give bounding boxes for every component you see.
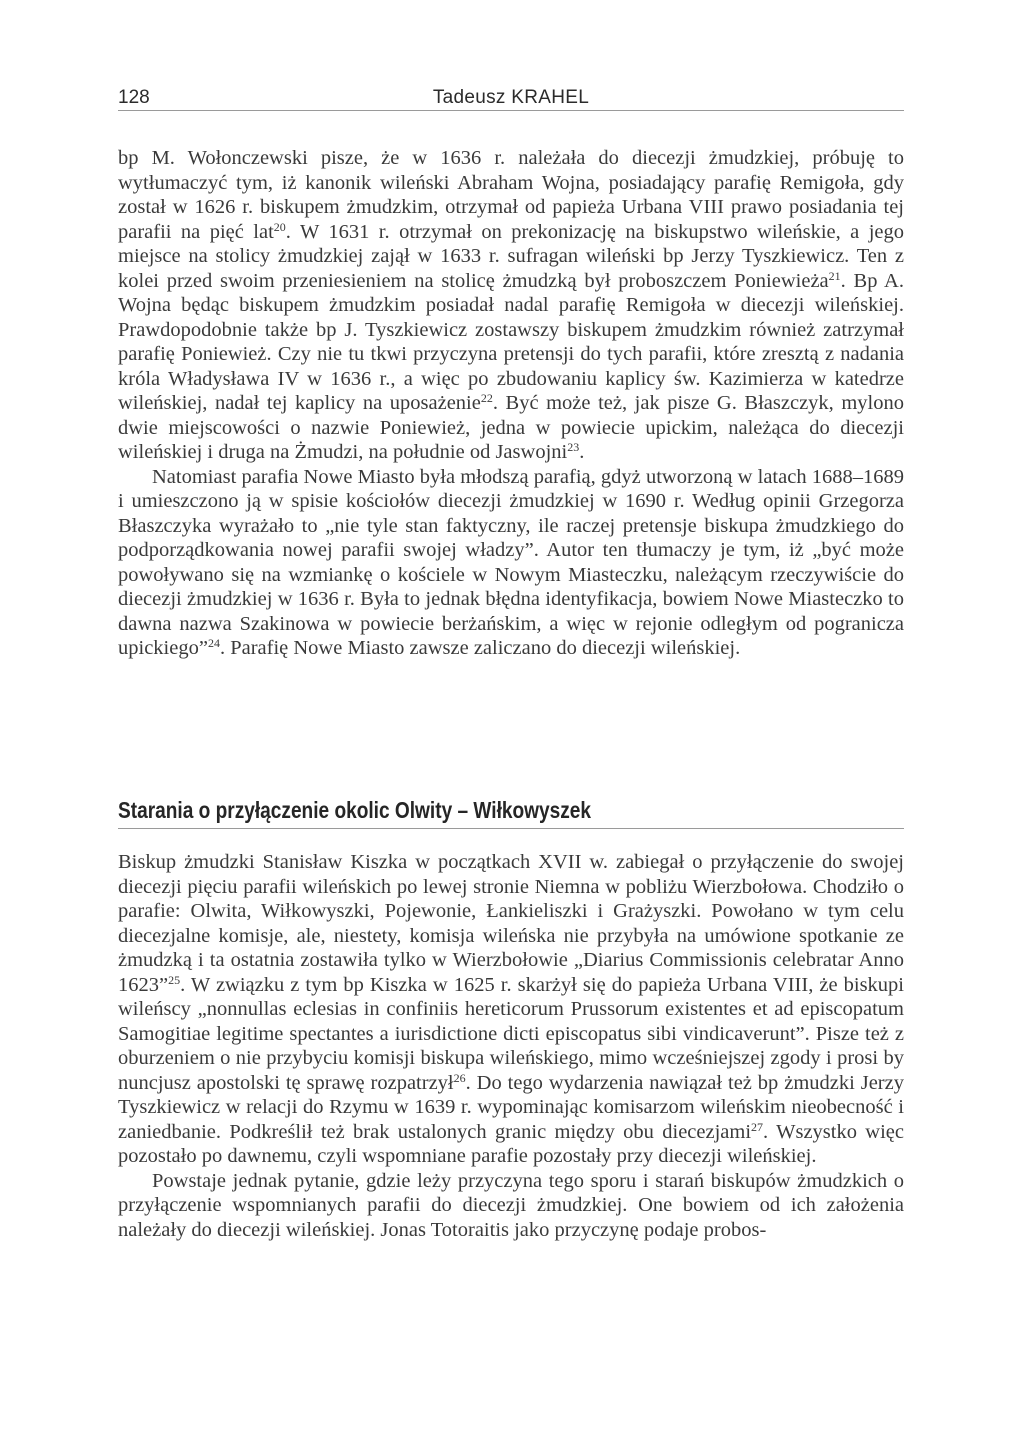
section-heading: Starania o przyłączenie okolic Olwity – Wiłkowyszek	[118, 797, 592, 823]
footnote-ref: 24	[207, 636, 220, 650]
text-run: . W związku z tym bp Kiszka w 1625 r. skarżył się do papieża Urbana VIII, że biskupi wileńscy „nonnullas eclesias in confiniis hereticorum Prussorum existentes et ad episcopatum Samogitiae legitime spectantes a iurisdictione dicti episcopatus sibi vindicaverunt”. Pisze też z oburzeniem o nie przybyciu komisji biskupa wileńskiego, mimo wcześniejszej zgody i prosi by nuncjusz apostolski tę sprawę rozpatrzył	[118, 973, 904, 1094]
footnote-ref: 21	[828, 268, 841, 283]
text-run: Powstaje jednak pytanie, gdzie leży przyczyna tego sporu i starań biskupów żmudzkich o przyłączenie wspomnianych parafii do diecezji żmudzkiej. One bowiem od ich założenia należały do diecezji wileńskiej. Jonas Totoraitis jako przyczynę podaje probos-	[118, 1169, 904, 1241]
text-run: . W 1631 r. otrzymał on prekonizację na biskupstwo wileńskie, a jego miejsce na stolicy żmudzkiej zajął w 1633 r. sufragan wileński bp Jerzy Tyszkiewicz. Ten z kolei przed swoim przeniesieniem na stolicę żmudzką był proboszczem Poniewieża	[118, 220, 904, 292]
text-run: Biskup żmudzki Stanisław Kiszka w początkach XVII w. zabiegał o przyłączenie do swojej diecezji pięciu parafii wileńskich po lewej stronie Niemna w pobliżu Wierzbołowa. Chodziło o parafie: Olwita, Wiłkowyszki, Pojewonie, Łankieliszki i Grażyszki. Powołano w tym celu diecezjalne komisje, ale, niestety, komisja wileńska nie przybyła na umówione spotkanie ze żmudzką i ta ostatnia zostawiła tylko w Wierzbołowie „Diarius Commissionis celebratar Anno 1623”	[118, 851, 904, 996]
text-run: . Parafię Nowe Miasto zawsze zaliczano do diecezji wileńskiej.	[219, 637, 741, 659]
running-head-author: Tadeusz KRAHEL	[432, 87, 590, 108]
heading-rule	[118, 828, 904, 829]
body-text-section-2	[118, 850, 904, 1242]
text-run: Natomiast parafia Nowe Miasto była młodszą parafią, gdyż utworzoną w latach 1688–1689 i umieszczono ją w spisie kościołów diecezji żmudzkiej w 1690 r. Według opinii Grzegorza Błaszczyka wyrażało to „nie tyle stan faktyczny, ile raczej pretensje biskupa żmudzkiego do podporządkowania nowej parafii swojej władzy”. Autor ten tłumaczy je tym, iż „być może powoływano się na wzmiankę o kościele w Nowym Miasteczku, należącym rzeczywiście do diecezji żmudzkiej w 1636 r. Była to jednak błędna identyfikacja, bowiem Nowe Miasteczko to dawna nazwa Szakinowa w powiecie berżańskim, a więc w rejonie odległym od pogranicza upickiego”	[118, 465, 904, 659]
running-header	[118, 84, 904, 112]
paragraph	[118, 850, 904, 1169]
footnote-ref: 27	[751, 1119, 764, 1134]
footnote-ref: 22	[480, 391, 493, 405]
footnote-ref: 20	[273, 219, 286, 234]
footnote-ref: 25	[168, 972, 181, 987]
paragraph	[118, 146, 904, 465]
text-run: . Bp A. Wojna będąc biskupem żmudzkim posiadał nadal parafię Remigoła w diecezji wileńskiej. Prawdopodobnie także bp J. Tyszkiewicz zostawszy biskupem żmudzkim również zatrzymał parafię Poniewież. Czy nie tu tkwi przyczyna pretensji do tych parafii, które zresztą z nadania króla Władysława IV w 1636 r., a więc po zbudowaniu kaplicy św. Kazimierza w katedrze wileńskiej, nadał tej kaplicy na uposażenie	[118, 269, 904, 414]
paragraph	[118, 1169, 904, 1243]
text-run: . Być może też, jak pisze G. Błaszczyk, mylono dwie miejscowości o nazwie Poniewież, jedna w powiecie upickim, należąca do diecezji wileńskiej i druga na Żmudzi, na południe od Jaswojni	[118, 392, 904, 463]
page-number: 128	[118, 87, 150, 108]
text-run: . Wszystko więc pozostało po dawnemu, czyli wspomniane parafie pozostały przy diecezji wileńskiej.	[118, 1120, 904, 1167]
text-run: . Do tego wydarzenia nawiązał też bp żmudzki Jerzy Tyszkiewicz w relacji do Rzymu w 1639 r. wypominając komisarzom wileńskim nieobecność i zaniedbanie. Podkreślił też brak ustalonych granic między obu diecezjami	[118, 1071, 904, 1143]
footnote-ref: 26	[453, 1070, 466, 1085]
section-heading-block	[118, 796, 904, 824]
text-run: .	[579, 441, 585, 463]
header-rule	[118, 110, 904, 111]
paragraph	[118, 465, 904, 661]
text-run: bp M. Wołonczewski pisze, że w 1636 r. należała do diecezji żmudzkiej, próbuję to wytłumaczyć tym, iż kanonik wileński Abraham Wojna, posiadający parafię Remigoła, gdy został w 1626 r. biskupem żmudzkim, otrzymał od papieża Urbana VIII prawo posiadania tej parafii na pięć lat	[118, 147, 904, 243]
body-text-section-1	[118, 146, 904, 661]
footnote-ref: 23	[567, 440, 580, 454]
